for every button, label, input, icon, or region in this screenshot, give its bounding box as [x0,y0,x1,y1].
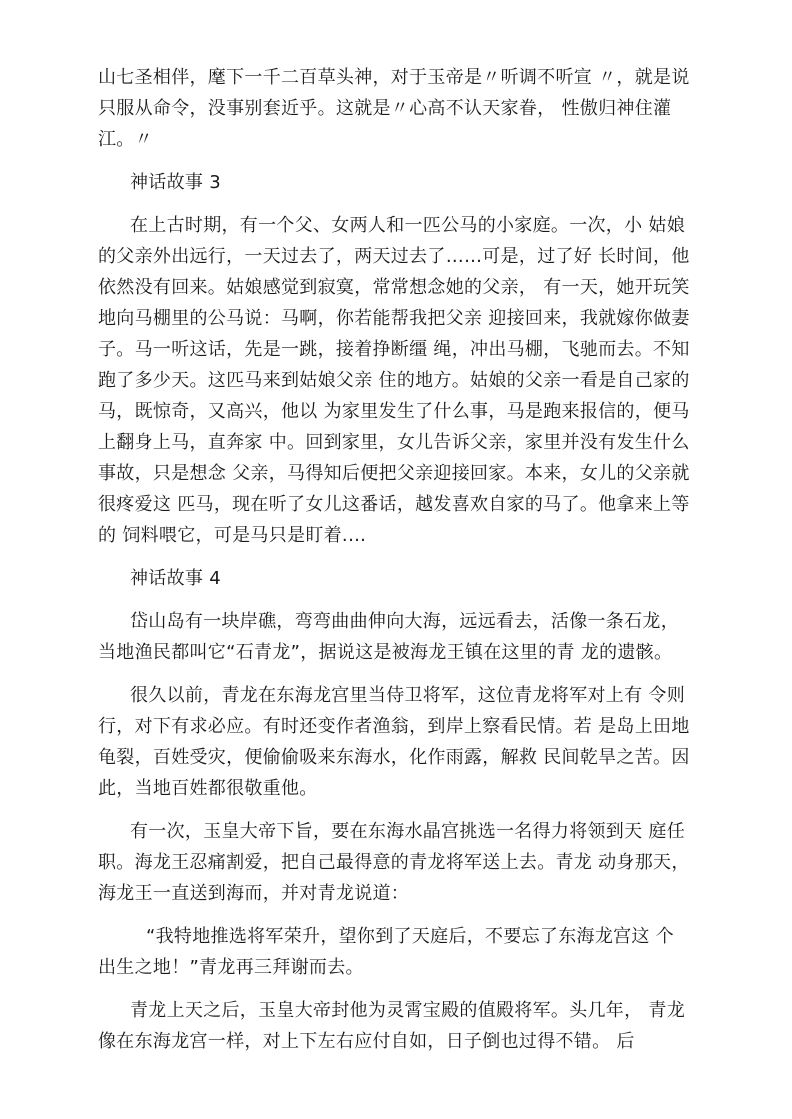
paragraph-horse-story: 在上古时期，有一个父、女两人和一匹公马的小家庭。一次，小 姑娘的父亲外出远行，一天过去了，两天过去了……可是，过了好 长时间，他依然没有回来。姑娘感觉到寂寞，常常想念她的父亲， 有一天，她开玩笑地向马棚里的公马说：马啊，你若能帮我把父亲 迎接回来，我就嫁你做妻子。马一听这话，先是一跳，接着挣断缰 绳，冲出马棚，飞驰而去。不知跑了多少天。这匹马来到姑娘父亲 住的地方。姑娘的父亲一看是自己家的马，既惊奇，又高兴，他以 为家里发生了什么事，马是跑来报信的，便马上翻身上马，直奔家 中。回到家里，女儿告诉父亲，家里并没有发生什么事故，只是想念 父亲，马得知后便把父亲迎接回家。本来，女儿的父亲就很疼爱这 匹马，现在听了女儿这番话，越发喜欢自家的马了。他拿来上等的 饲料喂它，可是马只是盯着.… [98,215,690,546]
section-heading-myth-3: 神话故事 3 [130,172,221,193]
paragraph-heavenly-palace: 青龙上天之后，玉皇大帝封他为灵霄宝殿的值殿将军。头几年， 青龙像在东海龙宫一样，对上下左右应付自如，日子倒也过得不错。 后 [98,1000,686,1052]
paragraph-continuation: 山七圣相伴，麾下一千二百草头神，对于玉帝是〃听调不听宣 〃，就是说只服从命令，没事别套近乎。这就是〃心高不认天家眷， 性傲归神住灌江。〃 [98,67,690,150]
paragraph-stone-dragon: 岱山岛有一块岸礁，弯弯曲曲伸向大海，远远看去，活像一条石龙，当地渔民都叫它“石青龙”，据说这是被海龙王镇在这里的青 龙的遗骸。 [98,611,679,663]
paragraph-quote: “我特地推选将军荣升，望你到了天庭后，不要忘了东海龙宫这 个出生之地！”青龙再三拜谢而去。 [98,926,675,978]
paragraph-jade-emperor: 有一次，玉皇大帝下旨，要在东海水晶宫挑选一名得力将领到天 庭任职。海龙王忍痛割爱，把自己最得意的青龙将军送上去。青龙 动身那天，海龙王一直送到海而，并对青龙说道： [98,821,690,904]
paragraph-dragon-guard: 很久以前，青龙在东海龙宫里当侍卫将军，这位青龙将军对上有 令则行，对下有求必应。有时还变作者渔翁，到岸上察看民情。若 是岛上田地龟裂，百姓受灾，便偷偷吸来东海水，化作雨露，解救 民间乾旱之苦。因此，当地百姓都很敬重他。 [98,685,690,799]
document-page [98,62,692,1057]
section-heading-myth-4: 神话故事 4 [130,568,221,589]
